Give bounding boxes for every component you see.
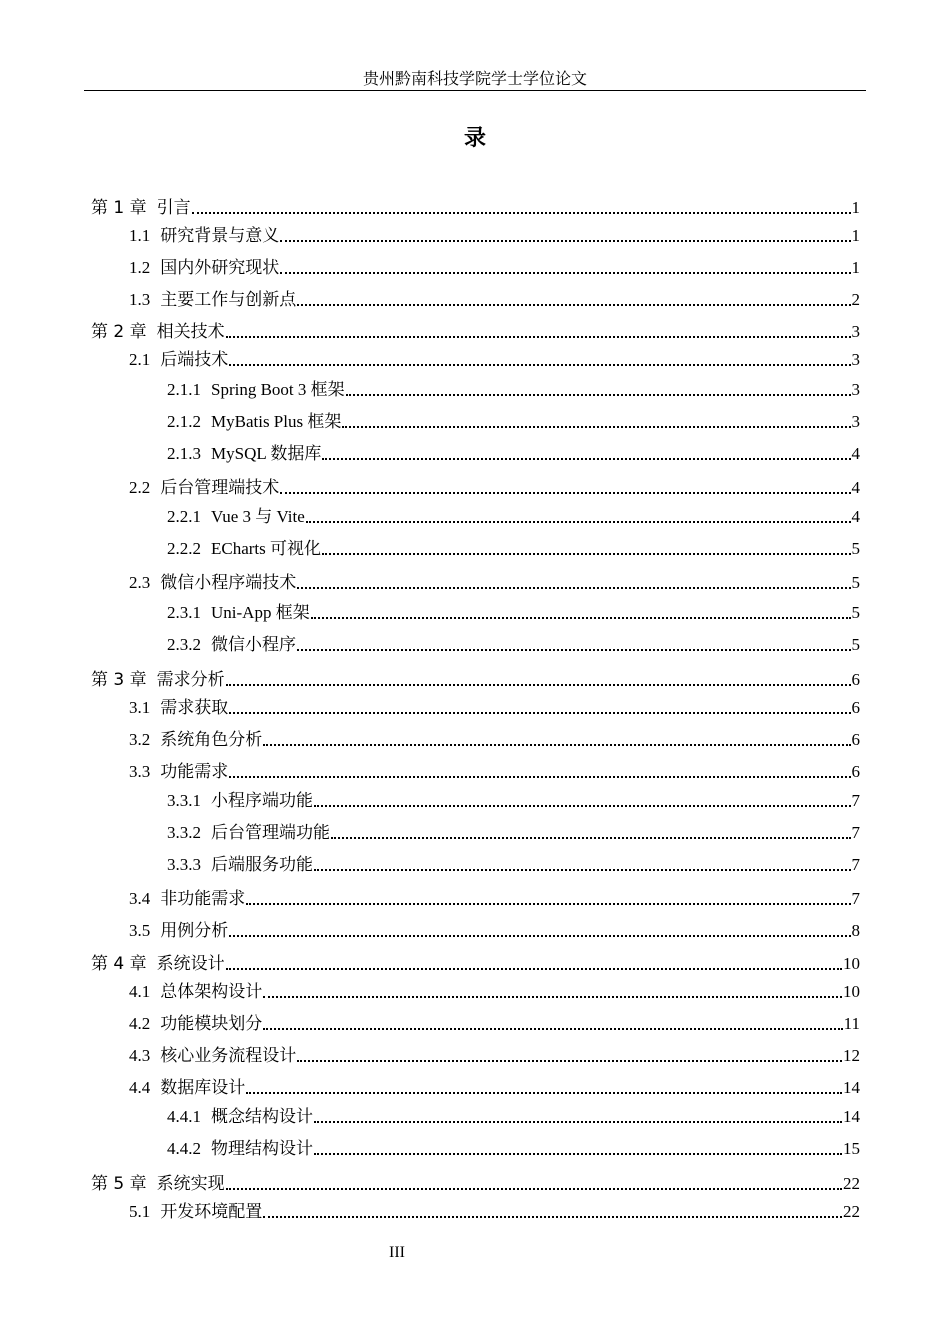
toc-entry-page: 1 — [851, 258, 860, 277]
toc-entry[interactable] — [129, 1073, 860, 1099]
toc-entry-number: 3.3.1 — [167, 791, 201, 810]
toc-entry-page: 7 — [851, 791, 860, 810]
toc-entry-number: 4.4 — [129, 1078, 151, 1097]
toc-entry[interactable] — [167, 407, 860, 433]
toc-entry-number: 3.3.3 — [167, 855, 201, 874]
toc-entry-number: 2.1.1 — [167, 380, 201, 399]
toc-entry[interactable] — [91, 949, 860, 975]
toc-entry-label: 概念结构设计 — [211, 1107, 313, 1126]
toc-entry-page: 6 — [851, 730, 860, 749]
toc-entry[interactable] — [129, 253, 860, 279]
toc-entry-page: 2 — [851, 290, 860, 309]
toc-entry-number: 1.2 — [129, 258, 151, 277]
toc-entry-number: 3.4 — [129, 889, 151, 908]
toc-entry-number: 第 4 章 — [91, 954, 147, 974]
toc-entry-page: 6 — [851, 762, 860, 781]
toc-dot-leader — [263, 995, 842, 998]
toc-entry[interactable] — [129, 1197, 860, 1223]
toc-entry[interactable] — [129, 916, 860, 942]
toc-entry[interactable] — [167, 786, 860, 812]
toc-entry-number: 1.1 — [129, 226, 151, 245]
toc-entry[interactable] — [129, 221, 860, 247]
toc-entry-page: 4 — [851, 507, 860, 526]
toc-entry-page: 5 — [851, 573, 860, 592]
toc-dot-leader — [342, 425, 850, 428]
toc-entry-label: Uni-App 框架 — [211, 603, 310, 622]
toc-entry-number: 4.4.2 — [167, 1139, 201, 1158]
toc-dot-leader — [297, 648, 851, 651]
toc-entry-label: 小程序端功能 — [211, 791, 313, 810]
toc-entry[interactable] — [129, 977, 860, 1003]
toc-entry[interactable] — [129, 1041, 860, 1067]
toc-entry-number: 4.1 — [129, 982, 151, 1001]
running-header: 贵州黔南科技学院学士学位论文 — [362, 71, 587, 88]
toc-entry-page: 6 — [851, 670, 860, 689]
toc-entry-number: 2.1.3 — [167, 444, 201, 463]
toc-entry-page: 7 — [851, 889, 860, 908]
toc-entry-label: 物理结构设计 — [211, 1139, 313, 1158]
toc-dot-leader — [322, 457, 850, 460]
toc-entry-page: 3 — [851, 350, 860, 369]
toc-entry[interactable] — [167, 502, 860, 528]
toc-entry[interactable] — [129, 725, 860, 751]
toc-dot-leader — [229, 363, 850, 366]
toc-entry-label: 研究背景与意义 — [160, 226, 280, 245]
toc-entry-page: 11 — [843, 1014, 860, 1033]
toc-entry-label: 引言 — [156, 198, 191, 218]
toc-entry-label: 微信小程序端技术 — [160, 573, 297, 592]
toc-entry[interactable] — [167, 598, 860, 624]
toc-entry[interactable] — [129, 693, 860, 719]
toc-entry-label: 后台管理端技术 — [160, 478, 280, 497]
toc-dot-leader — [263, 1215, 842, 1218]
toc-dot-leader — [311, 616, 851, 619]
toc-entry-page: 22 — [843, 1174, 860, 1193]
toc-dot-leader — [280, 491, 850, 494]
toc-entry-page: 5 — [851, 635, 860, 654]
toc-entry-label: 后台管理端功能 — [211, 823, 330, 842]
toc-entry-label: 国内外研究现状 — [160, 258, 280, 277]
toc-entry-label: 非功能需求 — [160, 889, 246, 908]
toc-entry-number: 2.2.2 — [167, 539, 201, 558]
toc-dot-leader — [229, 775, 850, 778]
toc-entry-number: 2.2.1 — [167, 507, 201, 526]
toc-entry[interactable] — [167, 850, 860, 876]
toc-entry[interactable] — [129, 285, 860, 311]
toc-entry[interactable] — [167, 818, 860, 844]
toc-entry-number: 3.1 — [129, 698, 151, 717]
toc-entry-label: 功能模块划分 — [160, 1014, 263, 1033]
toc-dot-leader — [297, 586, 850, 589]
toc-dot-leader — [314, 868, 851, 871]
toc-entry-number: 3.5 — [129, 921, 151, 940]
toc-entry-number: 3.3.2 — [167, 823, 201, 842]
toc-entry[interactable] — [91, 1169, 860, 1195]
toc-dot-leader — [226, 967, 842, 970]
toc-entry[interactable] — [129, 884, 860, 910]
toc-entry-page: 5 — [851, 539, 860, 558]
toc-entry-page: 1 — [851, 226, 860, 245]
toc-entry-page: 4 — [851, 478, 860, 497]
toc-entry-label: 系统角色分析 — [160, 730, 263, 749]
toc-entry[interactable] — [91, 665, 860, 691]
toc-entry-number: 4.4.1 — [167, 1107, 201, 1126]
toc-entry[interactable] — [167, 630, 860, 656]
toc-entry[interactable] — [167, 534, 860, 560]
toc-entry-label: 需求分析 — [156, 670, 225, 690]
toc-dot-leader — [280, 239, 850, 242]
toc-entry[interactable] — [129, 473, 860, 499]
toc-entry-number: 2.3.1 — [167, 603, 201, 622]
toc-entry-number: 2.3 — [129, 573, 151, 592]
toc-entry-number: 第 1 章 — [91, 198, 147, 218]
toc-entry-label: 开发环境配置 — [160, 1202, 263, 1221]
toc-entry-label: 系统实现 — [156, 1174, 225, 1194]
toc-entry[interactable] — [91, 193, 860, 219]
toc-entry-page: 12 — [843, 1046, 860, 1065]
toc-dot-leader — [297, 303, 850, 306]
toc-entry-page: 22 — [843, 1202, 860, 1221]
toc-dot-leader — [331, 836, 851, 839]
toc-entry-page: 1 — [851, 198, 860, 217]
toc-dot-leader — [322, 552, 850, 555]
toc-entry-number: 2.2 — [129, 478, 151, 497]
toc-entry-page: 6 — [851, 698, 860, 717]
toc-entry-page: 14 — [843, 1078, 860, 1097]
toc-entry-page: 7 — [851, 855, 860, 874]
toc-entry[interactable] — [129, 757, 860, 783]
toc-entry-page: 3 — [851, 322, 860, 341]
toc-title: 录 — [463, 126, 486, 151]
toc-entry-label: 微信小程序 — [211, 635, 296, 654]
toc-entry[interactable] — [129, 345, 860, 371]
toc-entry-page: 8 — [851, 921, 860, 940]
toc-entry-label: 系统设计 — [156, 954, 225, 974]
toc-entry[interactable] — [129, 1009, 860, 1035]
toc-entry-label: 后端服务功能 — [211, 855, 313, 874]
toc-entry-page: 14 — [843, 1107, 860, 1126]
toc-dot-leader — [314, 1120, 842, 1123]
toc-entry-number: 3.2 — [129, 730, 151, 749]
header-rule — [84, 90, 866, 91]
toc-dot-leader — [280, 271, 850, 274]
toc-dot-leader — [314, 1152, 842, 1155]
toc-dot-leader — [346, 393, 851, 396]
toc-entry-label: 总体架构设计 — [160, 982, 263, 1001]
toc-entry-page: 7 — [851, 823, 860, 842]
toc-entry-number: 3.3 — [129, 762, 151, 781]
toc-dot-leader — [306, 520, 851, 523]
toc-entry-label: 数据库设计 — [160, 1078, 246, 1097]
toc-entry-page: 10 — [843, 982, 860, 1001]
toc-entry-label: 核心业务流程设计 — [160, 1046, 297, 1065]
toc-entry-number: 2.3.2 — [167, 635, 201, 654]
toc-entry-label: Vue 3 与 Vite — [211, 507, 305, 526]
toc-entry-label: 相关技术 — [156, 322, 225, 342]
toc-dot-leader — [226, 683, 851, 686]
toc-entry-label: MyBatis Plus 框架 — [211, 412, 342, 431]
toc-dot-leader — [297, 1059, 842, 1062]
toc-dot-leader — [246, 902, 850, 905]
toc-entry-page: 15 — [843, 1139, 860, 1158]
toc-entry-number: 2.1.2 — [167, 412, 201, 431]
toc-entry[interactable] — [91, 317, 860, 343]
toc-entry[interactable] — [167, 375, 860, 401]
toc-entry-page: 3 — [851, 380, 860, 399]
toc-dot-leader — [229, 711, 850, 714]
toc-entry[interactable] — [167, 1102, 860, 1128]
toc-entry-label: ECharts 可视化 — [211, 539, 322, 558]
toc-entry-label: 后端技术 — [160, 350, 229, 369]
toc-entry-number: 第 3 章 — [91, 670, 147, 690]
toc-dot-leader — [263, 743, 850, 746]
toc-dot-leader — [246, 1091, 842, 1094]
toc-entry[interactable] — [129, 568, 860, 594]
toc-entry-label: 用例分析 — [160, 921, 229, 940]
toc-entry-page: 3 — [851, 412, 860, 431]
toc-entry-label: MySQL 数据库 — [211, 444, 322, 463]
toc-entry-number: 第 5 章 — [91, 1174, 147, 1194]
toc-entry-label: 主要工作与创新点 — [160, 290, 297, 309]
toc-dot-leader — [314, 804, 851, 807]
toc-entry[interactable] — [167, 1134, 860, 1160]
toc-entry-number: 第 2 章 — [91, 322, 147, 342]
toc-dot-leader — [192, 211, 851, 214]
toc-entry-page: 5 — [851, 603, 860, 622]
toc-entry-page: 4 — [851, 444, 860, 463]
toc-entry-label: 功能需求 — [160, 762, 229, 781]
page-number: III — [389, 1244, 405, 1261]
toc-entry-label: Spring Boot 3 框架 — [211, 380, 345, 399]
toc-entry[interactable] — [167, 439, 860, 465]
toc-dot-leader — [226, 1187, 842, 1190]
toc-entry-number: 4.3 — [129, 1046, 151, 1065]
toc-entry-number: 2.1 — [129, 350, 151, 369]
toc-dot-leader — [263, 1027, 842, 1030]
toc-entry-label: 需求获取 — [160, 698, 229, 717]
toc-entry-number: 1.3 — [129, 290, 151, 309]
toc-entry-number: 5.1 — [129, 1202, 151, 1221]
toc-dot-leader — [226, 335, 851, 338]
toc-dot-leader — [229, 934, 850, 937]
toc-entry-page: 10 — [843, 954, 860, 973]
toc-entry-number: 4.2 — [129, 1014, 151, 1033]
